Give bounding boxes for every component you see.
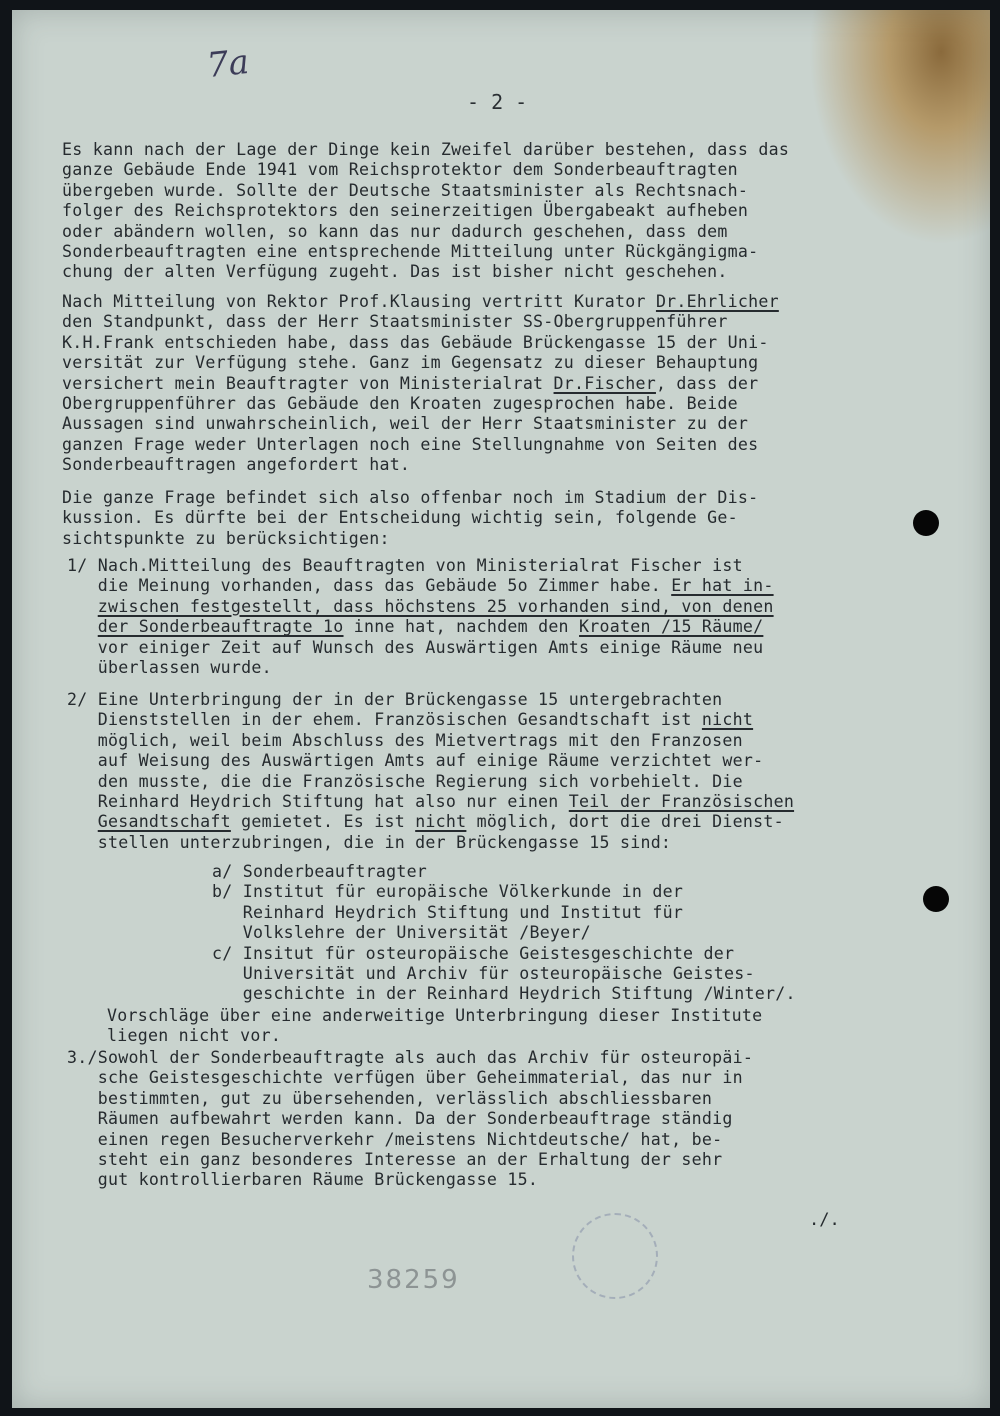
paragraph-3: Die ganze Frage befindet sich also offenbar noch im Stadium der Dis- kussion. Es dürfte bei der Entscheidung wichtig sein, folgende Ge- sichtspunkte zu berücksichtigen: bbox=[62, 488, 759, 548]
handwritten-note: 7a bbox=[205, 41, 251, 87]
text-run: möglich, weil beim Abschluss des Mietvertrags mit den Franzosen auf Weisung des Auswärtigen Amts auf einige Räume verzichtet wer- den musste, die die Französische Regierung sich vorbehielt. Die Reinhard Heydrich Stiftung hat also nur einen bbox=[97, 730, 764, 812]
underlined-text: nicht bbox=[701, 710, 754, 730]
paragraph-1: Es kann nach der Lage der Dinge kein Zweifel darüber bestehen, dass das ganze Gebäude Ende 1941 vom Reichsprotektor dem Sonderbeauftragten übergeben wurde. Sollte der Deutsche Staatsminister als Rechtsnach- folger des Reichsprotektors den seinerzeitigen Übergabeakt aufheben oder abändern wollen, so kann das nur dadurch geschehen, dass dem Sonderbeauftragten eine entsprechende Mitteilung unter Rückgängigma- chung der alten Verfügung zugeht. Das ist bisher nicht geschehen. bbox=[62, 140, 790, 282]
text-run: vor einiger Zeit auf Wunsch des Auswärtigen Amts einige Räume neu überlassen wurde. bbox=[97, 637, 764, 678]
underlined-text: nicht bbox=[415, 812, 467, 832]
text-run: 1/ Nach.Mitteilung des Beauftragten von Ministerialrat Fischer ist die Meinung vorhanden, dass das Gebäude 5o Zimmer habe. bbox=[67, 556, 743, 596]
text-run bbox=[67, 617, 98, 636]
paragraph-proposals: Vorschläge über eine anderweitige Unterbringung dieser Institute liegen nicht vor. bbox=[107, 1006, 763, 1046]
punch-hole bbox=[913, 510, 939, 536]
document-page bbox=[12, 10, 990, 1408]
institute-list: a/ Sonderbeauftragter b/ Institut für europäische Völkerkunde in der Reinhard Heydrich Stiftung und Institut für Volkslehre der Universität /Beyer/ c/ Insitut für osteuropäische Geistesgeschichte der Universität und Archiv für osteuropäische Geistes- geschichte in der Reinhard Heydrich Stiftung /Winter/. bbox=[212, 862, 796, 1004]
archive-stamp bbox=[572, 1213, 658, 1299]
text-run: , dass der Obergruppenführer das Gebäude den Kroaten zugesprochen habe. Beide Aussagen sind unwahrscheinlich, weil der Herr Staatsminister zu der ganzen Frage weder Unterlagen noch eine Stellungnahme von Seiten des Sonderbeauftragen angefordert hat. bbox=[62, 373, 759, 475]
text-run: möglich, dort die drei Dienst- stellen unterzubringen, die in der Brückengasse 15 sind: bbox=[97, 812, 784, 852]
text-run: inne hat, nachdem den bbox=[343, 617, 580, 637]
text-run: den Standpunkt, dass der Herr Staatsminister SS-Obergruppenführer K.H.Frank entschieden habe, dass das Gebäude Brückengasse 15 der Uni- versität zur Verfügung stehe. Ganz im Gegensatz zu dieser Behauptung versichert mein Beauftragter von Ministerialrat bbox=[62, 312, 769, 393]
paragraph-2 bbox=[62, 292, 779, 476]
point-2 bbox=[67, 690, 794, 853]
text-run: 2/ Eine Unterbringung der in der Brückengasse 15 untergebrachten Dienststellen in der ehem. Französischen Gesandtschaft ist bbox=[67, 690, 723, 730]
text-run bbox=[67, 597, 98, 616]
continuation-mark: ./. bbox=[809, 1210, 840, 1230]
underlined-text: Dr.Fischer bbox=[553, 373, 656, 393]
underlined-text: Teil der Französischen bbox=[568, 792, 795, 812]
underlined-text: der Sonderbeauftragte 1o bbox=[97, 617, 344, 637]
text-run: gemietet. Es ist bbox=[230, 812, 416, 832]
underlined-text: Er hat in- bbox=[671, 576, 774, 596]
archive-number: 38259 bbox=[367, 1265, 460, 1295]
underlined-text: zwischen festgestellt, dass höchstens 25 vorhanden sind, von denen bbox=[97, 596, 774, 616]
point-1 bbox=[67, 556, 774, 678]
point-3: 3./Sowohl der Sonderbeauftragte als auch das Archiv für osteuropäi- sche Geistesgeschichte verfügen über Geheimmaterial, das nur in bestimmten, gut zu übersehenden, verlässlich abschliessbaren Räumen aufbewahrt werden kann. Da der Sonderbeauftrage ständig einen regen Besucherverkehr /meistens Nichtdeutsche/ hat, be- steht ein ganz besonderes Interesse an der Erhaltung der sehr gut kontrollierbaren Räume Brückengasse 15. bbox=[67, 1048, 754, 1190]
underlined-text: Dr.Ehrlicher bbox=[655, 292, 779, 311]
underlined-text: Gesandtschaft bbox=[97, 812, 231, 832]
punch-hole bbox=[923, 886, 949, 912]
text-run bbox=[67, 812, 98, 831]
text-run: Nach Mitteilung von Rektor Prof.Klausing vertritt Kurator bbox=[62, 292, 656, 311]
underlined-text: Kroaten /15 Räume/ bbox=[579, 617, 764, 637]
page-number: - 2 - bbox=[467, 90, 528, 114]
